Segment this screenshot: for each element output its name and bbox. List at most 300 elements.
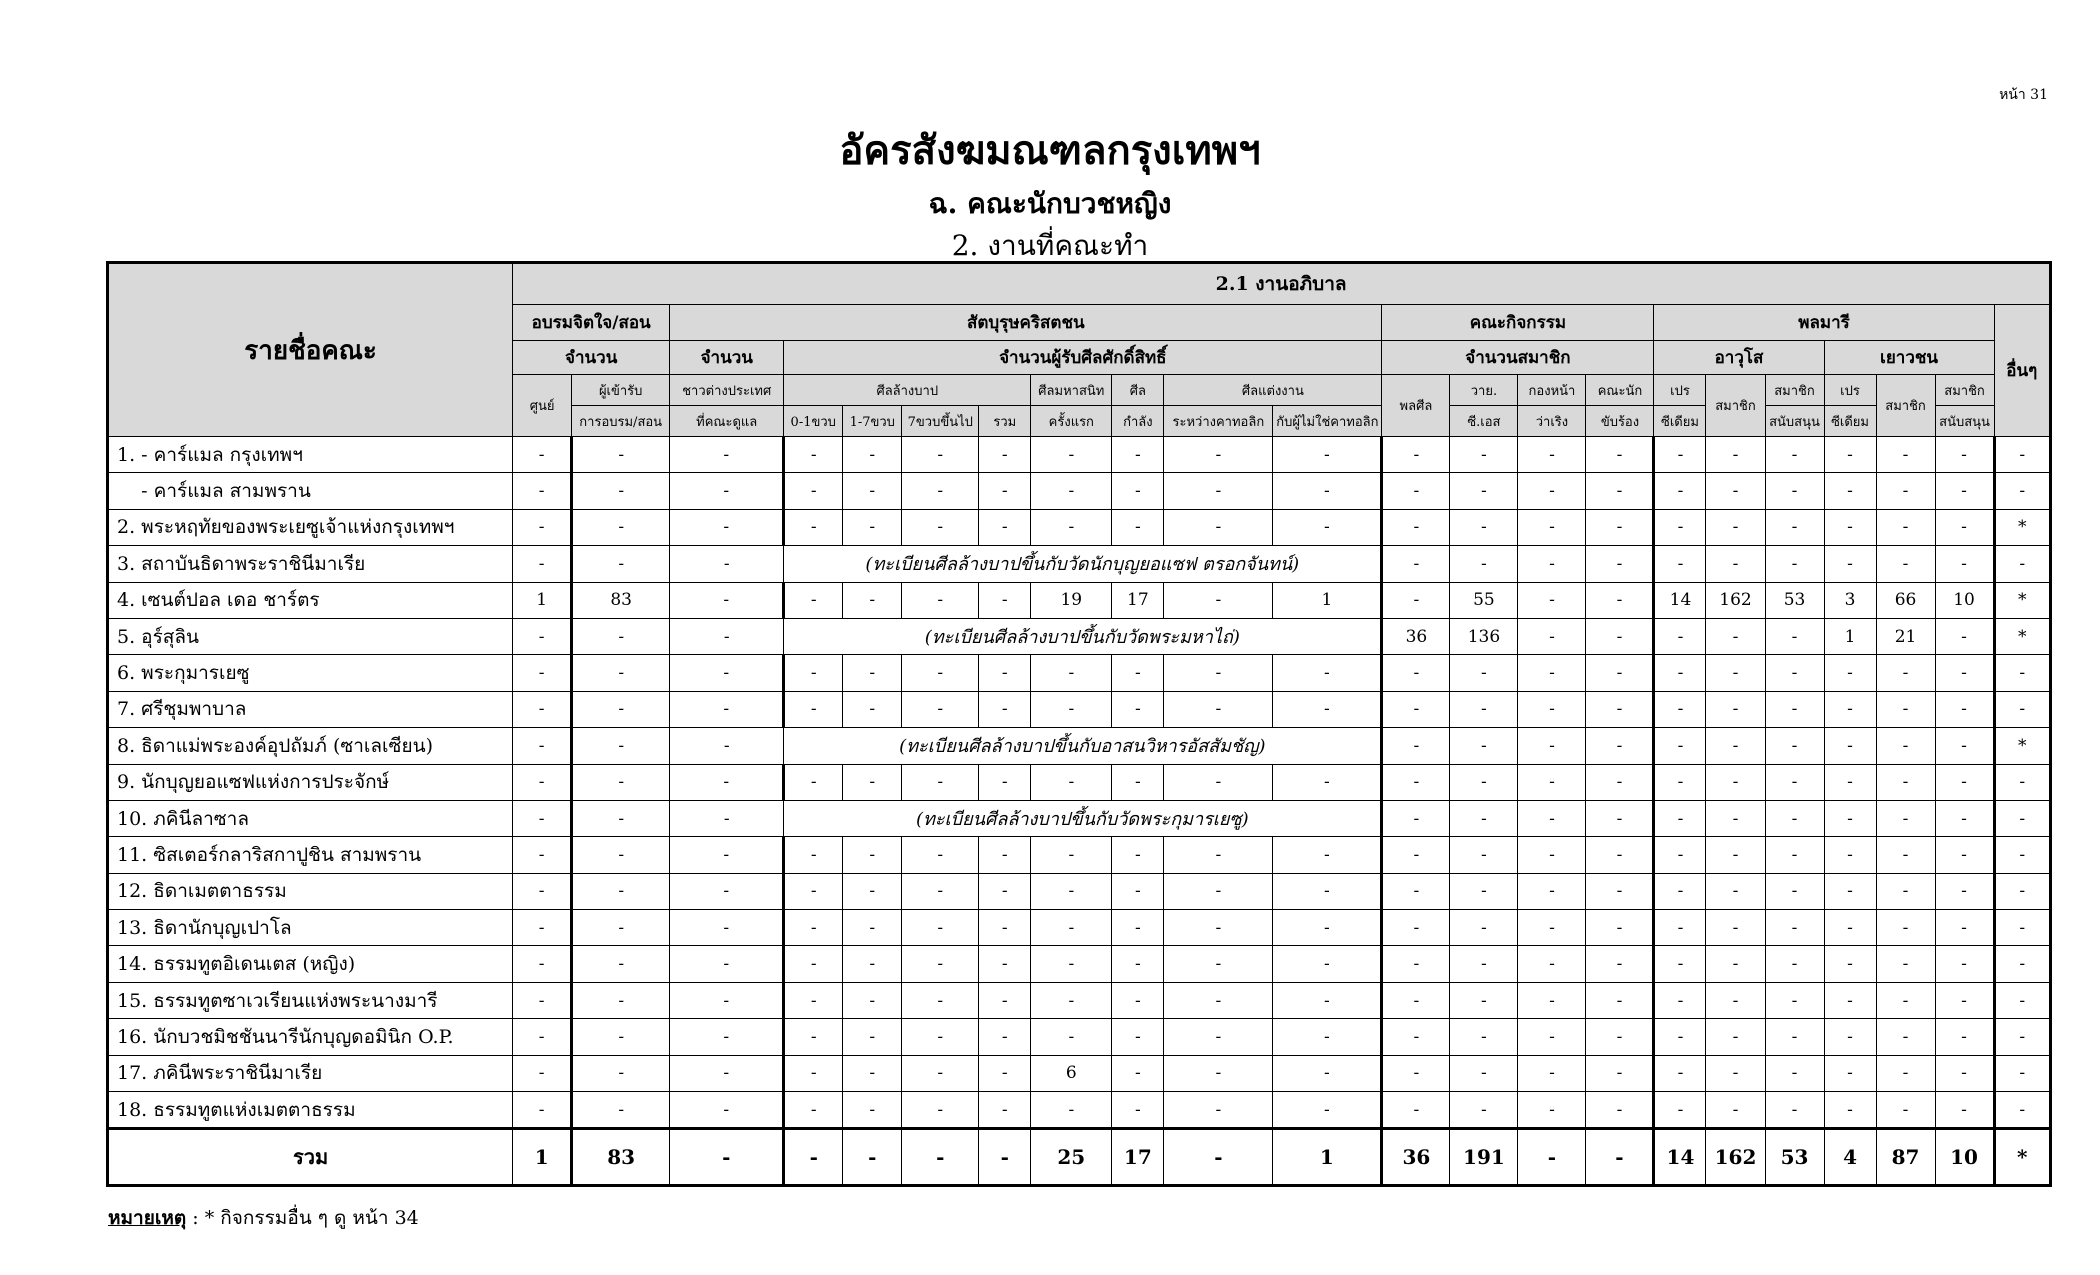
table-cell: - xyxy=(902,910,979,946)
table-cell: - xyxy=(843,1129,902,1186)
table-cell: - xyxy=(1518,982,1586,1018)
table-cell: - xyxy=(1654,437,1706,473)
table-cell: - xyxy=(1765,800,1824,836)
table-cell: - xyxy=(572,618,670,654)
table-cell: - xyxy=(1654,873,1706,909)
table-cell: - xyxy=(784,946,843,982)
table-cell: - xyxy=(979,982,1031,1018)
page-number: หน้า 31 xyxy=(1999,87,2048,103)
table-cell: - xyxy=(1164,473,1273,509)
table-cell: - xyxy=(1824,691,1876,727)
table-cell: - xyxy=(902,473,979,509)
table-cell: - xyxy=(1824,655,1876,691)
table-cell: - xyxy=(1450,546,1518,582)
senior-praesidium-header-b: ซีเดียม xyxy=(1654,406,1706,437)
christians-count-header: จำนวน xyxy=(670,341,784,375)
table-cell: - xyxy=(1876,910,1935,946)
table-cell: - xyxy=(1706,982,1765,1018)
table-cell: - xyxy=(1994,946,2050,982)
table-cell: - xyxy=(1994,1055,2050,1091)
table-cell: - xyxy=(1586,764,1654,800)
table-cell: - xyxy=(513,1055,572,1091)
marriage-header: ศีลแต่งงาน xyxy=(1164,375,1382,406)
table-cell: - xyxy=(902,655,979,691)
table-row xyxy=(108,618,2051,654)
table-cell: - xyxy=(1876,473,1935,509)
table-cell: - xyxy=(670,910,784,946)
table-cell: - xyxy=(1824,800,1876,836)
youth-praesidium-header-b: ซีเดียม xyxy=(1824,406,1876,437)
table-cell: - xyxy=(1994,473,2050,509)
table-cell: - xyxy=(1518,546,1586,582)
table-cell: - xyxy=(1273,764,1382,800)
row-name: 2. พระหฤทัยของพระเยซูเจ้าแห่งกรุงเทพฯ xyxy=(108,509,513,545)
table-cell: - xyxy=(979,655,1031,691)
table-cell: - xyxy=(784,655,843,691)
table-cell: - xyxy=(1706,910,1765,946)
table-cell: - xyxy=(1518,509,1586,545)
page-subtitle: ฉ. คณะนักบวชหญิง xyxy=(928,187,1172,220)
footnote-label: หมายเหตุ xyxy=(108,1207,187,1229)
row-name: 14. ธรรมทูตอิเดนเตส (หญิง) xyxy=(108,946,513,982)
table-cell: - xyxy=(1273,946,1382,982)
row-name: 7. ศรีชุมพาบาล xyxy=(108,691,513,727)
table-row xyxy=(108,982,2051,1018)
table-cell: - xyxy=(1031,982,1112,1018)
table-row xyxy=(108,837,2051,873)
table-cell: - xyxy=(1586,800,1654,836)
table-cell: - xyxy=(1031,946,1112,982)
table-cell: - xyxy=(1824,473,1876,509)
table-cell: - xyxy=(1164,582,1273,618)
table-cell: 136 xyxy=(1450,618,1518,654)
table-cell: - xyxy=(1164,1055,1273,1091)
baptism-register-note: (ทะเบียนศีลล้างบาปขึ้นกับวัดพระมหาไถ่) xyxy=(784,618,1382,654)
baptism-1-7-header: 1-7ขวบ xyxy=(843,406,902,437)
table-cell: - xyxy=(1273,1092,1382,1129)
table-cell: - xyxy=(1994,655,2050,691)
table-cell: - xyxy=(1273,1055,1382,1091)
sacrament-count-header: จำนวนผู้รับศีลศักดิ์สิทธิ์ xyxy=(784,341,1382,375)
senior-header: อาวุโส xyxy=(1654,341,1824,375)
table-cell: 83 xyxy=(572,1129,670,1186)
table-cell: - xyxy=(513,655,572,691)
table-cell: - xyxy=(1765,728,1824,764)
table-cell: - xyxy=(1824,437,1876,473)
table-cell: - xyxy=(1518,1055,1586,1091)
table-cell: - xyxy=(1994,546,2050,582)
table-cell: - xyxy=(1765,509,1824,545)
table-cell: - xyxy=(1586,1019,1654,1055)
table-cell: - xyxy=(1518,1129,1586,1186)
table-cell: - xyxy=(572,1092,670,1129)
table-cell: 17 xyxy=(1112,582,1164,618)
page-title: อัครสังฆมณฑลกรุงเทพฯ xyxy=(839,127,1261,174)
table-cell: - xyxy=(1031,764,1112,800)
row-name: 5. อุร์สุลิน xyxy=(108,618,513,654)
table-cell: - xyxy=(1935,982,1994,1018)
row-name: 18. ธรรมทูตแห่งเมตตาธรรม xyxy=(108,1092,513,1129)
confirmation-header: ศีล xyxy=(1112,375,1164,406)
table-cell: - xyxy=(1824,1019,1876,1055)
row-name: 16. นักบวชมิชชันนารีนักบุญดอมินิก O.P. xyxy=(108,1019,513,1055)
table-cell: - xyxy=(843,509,902,545)
table-cell: - xyxy=(1382,1092,1450,1129)
senior-member-header: สมาชิก xyxy=(1706,375,1765,437)
table-cell: 3 xyxy=(1824,582,1876,618)
table-cell: - xyxy=(843,582,902,618)
table-cell: - xyxy=(1935,1092,1994,1129)
table-cell: - xyxy=(1994,800,2050,836)
group-header-christians: สัตบุรุษคริสตชน xyxy=(670,305,1382,341)
table-cell: - xyxy=(572,1019,670,1055)
table-cell: - xyxy=(1765,946,1824,982)
table-cell: - xyxy=(670,473,784,509)
table-cell: - xyxy=(1382,655,1450,691)
youth-support-header: สมาชิก xyxy=(1935,375,1994,406)
table-cell: - xyxy=(1112,473,1164,509)
table-cell: - xyxy=(1654,1019,1706,1055)
table-cell: - xyxy=(1450,910,1518,946)
table-cell: - xyxy=(1382,509,1450,545)
group-header-palamaree: พลมารี xyxy=(1654,305,1994,341)
table-cell: - xyxy=(784,982,843,1018)
table-row xyxy=(108,582,2051,618)
table-cell: - xyxy=(572,655,670,691)
table-cell: - xyxy=(1654,800,1706,836)
table-cell: 191 xyxy=(1450,1129,1518,1186)
table-cell: - xyxy=(1824,546,1876,582)
polasil-header: พลศีล xyxy=(1382,375,1450,437)
table-cell: - xyxy=(1824,837,1876,873)
table-cell: - xyxy=(843,691,902,727)
table-cell: - xyxy=(1706,437,1765,473)
table-row xyxy=(108,910,2051,946)
table-cell: - xyxy=(1164,946,1273,982)
row-name: 11. ซิสเตอร์กลาริสกาปูชิน สามพราน xyxy=(108,837,513,873)
table-cell: - xyxy=(902,946,979,982)
table-cell: - xyxy=(1824,873,1876,909)
table-cell: - xyxy=(902,437,979,473)
table-cell: 10 xyxy=(1935,1129,1994,1186)
table-cell: - xyxy=(784,764,843,800)
table-cell: - xyxy=(1382,837,1450,873)
table-cell: - xyxy=(1518,1092,1586,1129)
table-cell: - xyxy=(1706,728,1765,764)
vanguard-header: กองหน้า xyxy=(1518,375,1586,406)
section-header: 2.1 งานอภิบาล xyxy=(513,263,2051,305)
table-cell: - xyxy=(572,473,670,509)
table-cell: - xyxy=(1586,910,1654,946)
table-cell: - xyxy=(1382,582,1450,618)
table-cell: - xyxy=(1031,437,1112,473)
row-name: 3. สถาบันธิดาพระราชินีมาเรีย xyxy=(108,546,513,582)
table-cell: - xyxy=(572,837,670,873)
table-cell: - xyxy=(1706,618,1765,654)
table-cell: - xyxy=(843,1092,902,1129)
row-name: 4. เซนต์ปอล เดอ ชาร์ตร xyxy=(108,582,513,618)
table-cell: - xyxy=(1450,1055,1518,1091)
table-cell: - xyxy=(843,873,902,909)
table-cell: - xyxy=(902,691,979,727)
choir-header-b: ขับร้อง xyxy=(1586,406,1654,437)
pastoral-work-table xyxy=(106,261,2052,1187)
table-cell: - xyxy=(1273,910,1382,946)
table-cell: - xyxy=(1112,837,1164,873)
table-cell: - xyxy=(1824,764,1876,800)
table-cell: - xyxy=(1876,946,1935,982)
table-cell: - xyxy=(1765,982,1824,1018)
table-row xyxy=(108,728,2051,764)
table-cell: - xyxy=(1164,1019,1273,1055)
table-cell: - xyxy=(1876,982,1935,1018)
table-cell: - xyxy=(1935,655,1994,691)
table-cell: - xyxy=(1935,509,1994,545)
table-cell: - xyxy=(572,910,670,946)
table-cell: - xyxy=(1164,982,1273,1018)
table-cell: - xyxy=(1112,910,1164,946)
total-row xyxy=(108,1129,2051,1186)
member-count-header: จำนวนสมาชิก xyxy=(1382,341,1654,375)
table-cell: - xyxy=(902,764,979,800)
table-cell: - xyxy=(1382,982,1450,1018)
table-cell: - xyxy=(1706,655,1765,691)
table-cell: - xyxy=(1112,1092,1164,1129)
table-cell: - xyxy=(1273,982,1382,1018)
table-cell: - xyxy=(1031,910,1112,946)
table-cell: - xyxy=(670,546,784,582)
table-cell: - xyxy=(902,837,979,873)
participants-header-b: การอบรม/สอน xyxy=(572,406,670,437)
table-cell: - xyxy=(513,546,572,582)
table-cell: - xyxy=(1765,473,1824,509)
youth-praesidium-header: เปร xyxy=(1824,375,1876,406)
table-cell: - xyxy=(670,582,784,618)
table-cell: 1 xyxy=(1273,582,1382,618)
table-cell: - xyxy=(572,764,670,800)
table-cell: - xyxy=(1876,655,1935,691)
table-cell: - xyxy=(513,728,572,764)
table-cell: - xyxy=(572,728,670,764)
table-cell: - xyxy=(1164,1092,1273,1129)
table-row xyxy=(108,437,2051,473)
table-cell: - xyxy=(513,910,572,946)
table-cell: - xyxy=(1876,546,1935,582)
center-header: ศูนย์ xyxy=(513,375,572,437)
table-cell: - xyxy=(572,946,670,982)
table-cell: - xyxy=(1112,691,1164,727)
table-cell: - xyxy=(1518,1019,1586,1055)
table-cell: - xyxy=(902,1019,979,1055)
table-cell: - xyxy=(1586,1129,1654,1186)
table-cell: - xyxy=(670,1129,784,1186)
table-cell: - xyxy=(1994,873,2050,909)
table-cell: - xyxy=(1706,691,1765,727)
table-cell: - xyxy=(1706,946,1765,982)
table-cell: - xyxy=(1994,982,2050,1018)
table-cell: 17 xyxy=(1112,1129,1164,1186)
table-cell: - xyxy=(670,1019,784,1055)
table-wrapper xyxy=(106,261,2052,1187)
table-cell: - xyxy=(784,691,843,727)
table-cell: - xyxy=(1450,982,1518,1018)
table-cell: - xyxy=(1994,764,2050,800)
name-column-header: รายชื่อคณะ xyxy=(108,263,513,437)
table-cell: - xyxy=(1518,800,1586,836)
table-cell: - xyxy=(1994,1019,2050,1055)
footnote xyxy=(108,1203,419,1233)
table-cell: - xyxy=(1164,764,1273,800)
table-cell: - xyxy=(670,837,784,873)
table-cell: - xyxy=(902,1055,979,1091)
table-cell: * xyxy=(1994,728,2050,764)
table-cell: - xyxy=(1518,946,1586,982)
table-cell: - xyxy=(1824,982,1876,1018)
table-cell: - xyxy=(572,546,670,582)
table-cell: - xyxy=(1876,728,1935,764)
table-cell: - xyxy=(670,437,784,473)
table-cell: - xyxy=(513,764,572,800)
table-cell: - xyxy=(784,509,843,545)
table-cell: - xyxy=(1935,764,1994,800)
table-cell: - xyxy=(1876,691,1935,727)
table-row xyxy=(108,873,2051,909)
table-cell: - xyxy=(1112,1055,1164,1091)
table-cell: - xyxy=(670,946,784,982)
table-cell: - xyxy=(1654,655,1706,691)
table-cell: - xyxy=(513,837,572,873)
table-cell: - xyxy=(1765,1019,1824,1055)
table-cell: - xyxy=(1586,873,1654,909)
table-cell: - xyxy=(1935,437,1994,473)
row-name: - คาร์แมล สามพราน xyxy=(108,473,513,509)
communion-header-b: ครั้งแรก xyxy=(1031,406,1112,437)
table-cell: - xyxy=(1518,582,1586,618)
table-cell: 14 xyxy=(1654,1129,1706,1186)
table-cell: - xyxy=(1765,546,1824,582)
table-cell: - xyxy=(784,1055,843,1091)
marriage-noncatholic-header: กับผู้ไม่ใช่คาทอลิก xyxy=(1273,406,1382,437)
foreign-header-b: ที่คณะดูแล xyxy=(670,406,784,437)
table-cell: - xyxy=(1654,764,1706,800)
table-cell: - xyxy=(1765,437,1824,473)
table-cell: 25 xyxy=(1031,1129,1112,1186)
table-cell: - xyxy=(1824,1092,1876,1129)
marriage-catholic-header: ระหว่างคาทอลิก xyxy=(1164,406,1273,437)
table-cell: - xyxy=(670,509,784,545)
table-cell: 14 xyxy=(1654,582,1706,618)
table-cell: - xyxy=(1112,873,1164,909)
table-cell: - xyxy=(1876,1055,1935,1091)
table-cell: - xyxy=(1654,728,1706,764)
table-cell: - xyxy=(1586,946,1654,982)
table-cell: - xyxy=(1765,691,1824,727)
table-cell: - xyxy=(784,1129,843,1186)
table-cell: - xyxy=(1765,1055,1824,1091)
table-cell: - xyxy=(1450,691,1518,727)
table-cell: - xyxy=(1876,873,1935,909)
table-cell: - xyxy=(979,1129,1031,1186)
table-cell: * xyxy=(1994,1129,2050,1186)
table-cell: - xyxy=(1935,473,1994,509)
table-cell: - xyxy=(1586,437,1654,473)
other-column-header: อื่นๆ xyxy=(1994,305,2050,437)
table-cell: - xyxy=(1450,1019,1518,1055)
group-header-training: อบรมจิตใจ/สอน xyxy=(513,305,670,341)
table-cell: - xyxy=(513,618,572,654)
table-cell: - xyxy=(979,910,1031,946)
table-cell: - xyxy=(1706,837,1765,873)
table-cell: - xyxy=(572,509,670,545)
table-cell: - xyxy=(902,873,979,909)
table-cell: - xyxy=(1706,764,1765,800)
table-cell: - xyxy=(1112,982,1164,1018)
foreign-header: ชาวต่างประเทศ xyxy=(670,375,784,406)
table-cell: - xyxy=(670,1092,784,1129)
table-cell: - xyxy=(784,582,843,618)
table-cell: - xyxy=(1164,655,1273,691)
table-cell: - xyxy=(1935,546,1994,582)
table-cell: - xyxy=(1518,728,1586,764)
table-cell: - xyxy=(1112,764,1164,800)
table-cell: - xyxy=(1654,910,1706,946)
table-cell: - xyxy=(1112,1019,1164,1055)
table-cell: - xyxy=(1031,837,1112,873)
table-cell: - xyxy=(513,509,572,545)
table-cell: - xyxy=(1382,546,1450,582)
senior-support-header-b: สนับสนุน xyxy=(1765,406,1824,437)
table-row xyxy=(108,546,2051,582)
table-cell: - xyxy=(843,946,902,982)
table-cell: - xyxy=(1450,509,1518,545)
table-cell: - xyxy=(1382,1055,1450,1091)
table-body xyxy=(108,437,2051,1186)
table-cell: - xyxy=(1273,437,1382,473)
table-cell: - xyxy=(1654,1092,1706,1129)
table-cell: - xyxy=(513,1019,572,1055)
table-cell: 1 xyxy=(1273,1129,1382,1186)
table-cell: - xyxy=(1586,691,1654,727)
table-cell: - xyxy=(1765,873,1824,909)
table-cell: - xyxy=(979,946,1031,982)
table-cell: - xyxy=(513,946,572,982)
table-cell: - xyxy=(1112,946,1164,982)
table-cell: - xyxy=(1706,509,1765,545)
table-cell: - xyxy=(1382,764,1450,800)
row-name: 13. ธิดานักบุญเปาโล xyxy=(108,910,513,946)
table-cell: - xyxy=(1654,837,1706,873)
table-cell: 1 xyxy=(513,582,572,618)
table-cell: - xyxy=(1450,800,1518,836)
baptism-total-header: รวม xyxy=(979,406,1031,437)
table-cell: - xyxy=(1876,837,1935,873)
table-cell: - xyxy=(1994,910,2050,946)
table-cell: 21 xyxy=(1876,618,1935,654)
table-cell: - xyxy=(1935,1055,1994,1091)
table-cell: - xyxy=(784,437,843,473)
table-cell: - xyxy=(572,437,670,473)
table-cell: - xyxy=(1518,655,1586,691)
vanguard-header-b: ว่าเริง xyxy=(1518,406,1586,437)
table-cell: - xyxy=(902,1092,979,1129)
table-cell: - xyxy=(979,1055,1031,1091)
table-cell: - xyxy=(1382,910,1450,946)
table-cell: - xyxy=(1450,946,1518,982)
table-cell: - xyxy=(1273,655,1382,691)
table-cell: - xyxy=(1765,764,1824,800)
row-name: 12. ธิดาเมตตาธรรม xyxy=(108,873,513,909)
table-cell: - xyxy=(1586,728,1654,764)
